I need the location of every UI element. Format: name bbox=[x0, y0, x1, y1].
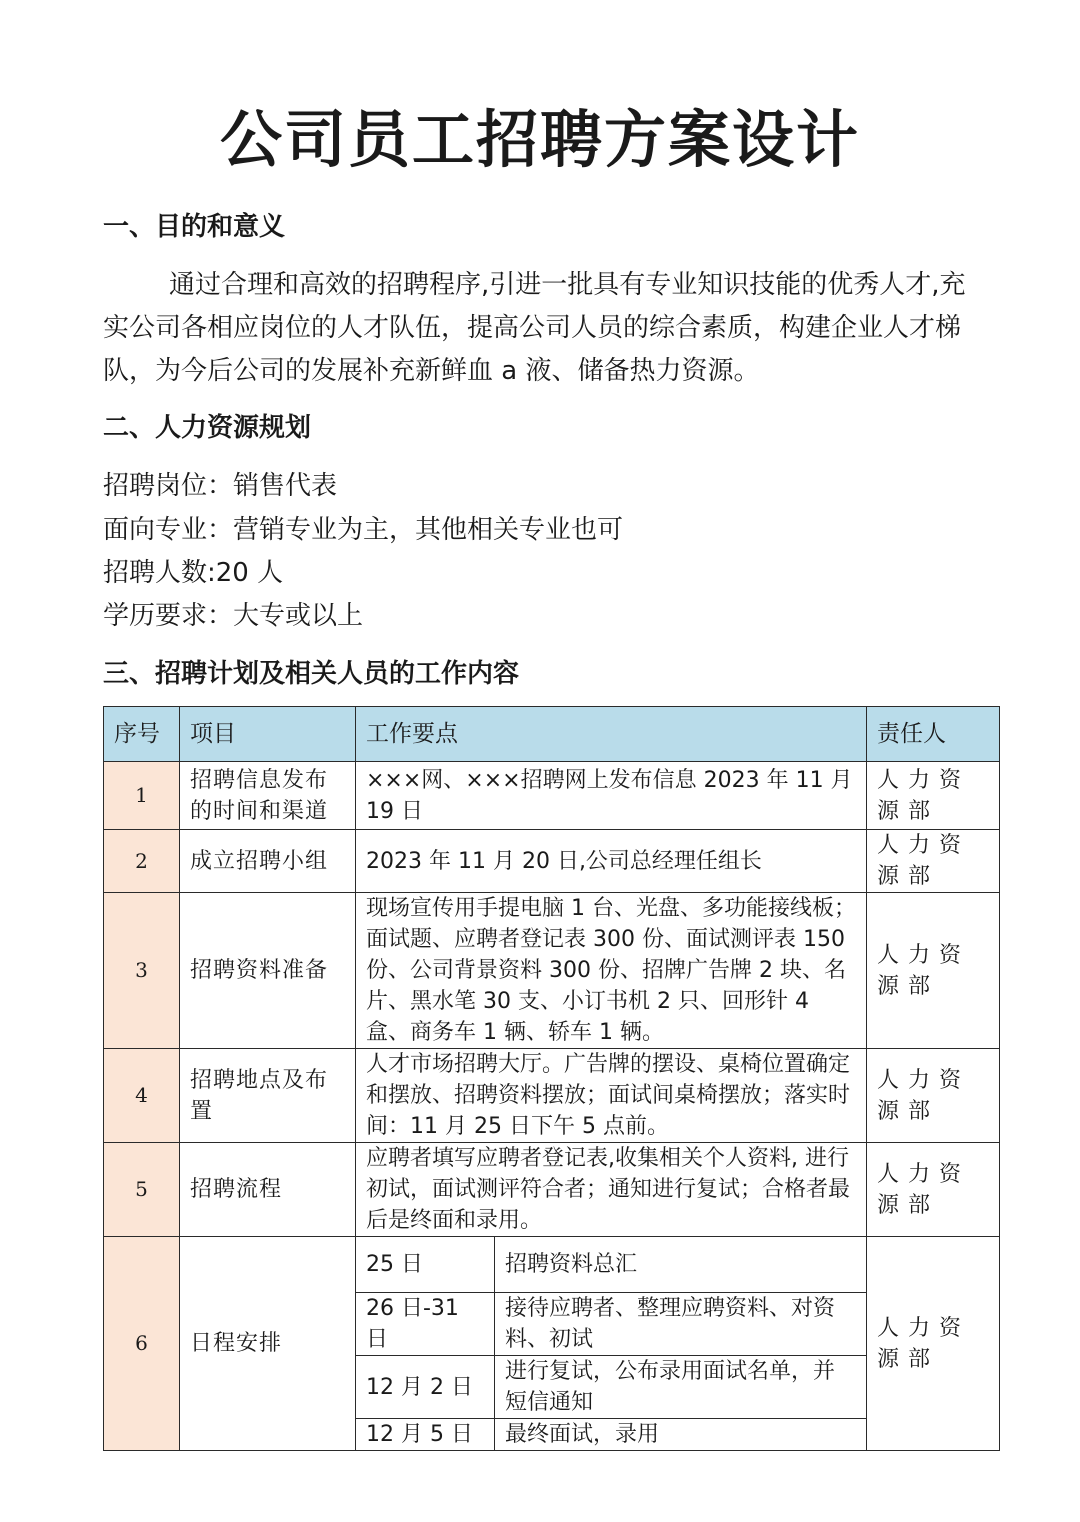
row-points: 人才市场招聘大厅。广告牌的摆设、桌椅位置确定和摆放、招聘资料摆放；面试间桌椅摆放；落实时间：11 月 25 日下午 5 点前。 bbox=[356, 1049, 867, 1143]
info-line-education bbox=[103, 599, 363, 633]
header-points: 工作要点 bbox=[356, 707, 867, 762]
header-num: 序号 bbox=[104, 707, 180, 762]
info-label: 招聘人数: bbox=[103, 558, 216, 588]
recruitment-plan-table bbox=[103, 706, 1000, 1451]
schedule-date: 26 日-31 日 bbox=[356, 1293, 495, 1356]
row-item: 招聘资料准备 bbox=[180, 893, 356, 1049]
section-heading-plan: 三、招聘计划及相关人员的工作内容 bbox=[103, 659, 520, 689]
schedule-date: 12 月 5 日 bbox=[356, 1419, 495, 1451]
info-line-headcount bbox=[103, 556, 283, 590]
row-num: 6 bbox=[104, 1237, 180, 1451]
info-label: 学历要求： bbox=[103, 601, 234, 631]
schedule-task: 最终面试，录用 bbox=[495, 1419, 867, 1451]
table-row bbox=[104, 1143, 1000, 1237]
row-owner: 人力资源部 bbox=[867, 1237, 1000, 1451]
info-line-position bbox=[103, 469, 337, 503]
schedule-task: 接待应聘者、整理应聘资料、对资料、初试 bbox=[495, 1293, 867, 1356]
row-points: 2023 年 11 月 20 日,公司总经理任组长 bbox=[356, 830, 867, 893]
row-points: 现场宣传用手提电脑 1 台、光盘、多功能接线板；面试题、应聘者登记表 300 份、面试测评表 150 份、公司背景资料 300 份、招牌广告牌 2 块、名片、黑水笔 30 支、小订书机 2 只、回形针 4 盒、商务车 1 辆、轿车 1 辆。 bbox=[356, 893, 867, 1049]
schedule-date: 12 月 2 日 bbox=[356, 1356, 495, 1419]
table-header-row bbox=[104, 707, 1000, 762]
page-title: 公司员工招聘方案设计 bbox=[219, 103, 860, 176]
row-item: 招聘流程 bbox=[180, 1143, 356, 1237]
row-item: 招聘地点及布置 bbox=[180, 1049, 356, 1143]
row-owner: 人力资源部 bbox=[867, 1049, 1000, 1143]
schedule-date: 25 日 bbox=[356, 1237, 495, 1293]
row-points: ×××网、×××招聘网上发布信息 2023 年 11 月 19 日 bbox=[356, 762, 867, 830]
info-line-major bbox=[103, 513, 623, 547]
row-num: 4 bbox=[104, 1049, 180, 1143]
info-value: 销售代表 bbox=[233, 471, 338, 501]
row-item: 日程安排 bbox=[180, 1237, 356, 1451]
purpose-text: 通过合理和高效的招聘程序,引进一批具有专业知识技能的优秀人才,充实公司各相应岗位的人才队伍，提高公司人员的综合素质，构建企业人才梯队，为今后公司的发展补充新鲜血 a 液、储备热力资源。 bbox=[103, 270, 966, 386]
row-num: 1 bbox=[104, 762, 180, 830]
info-value: 营销专业为主，其他相关专业也可 bbox=[233, 515, 624, 545]
row-points: 应聘者填写应聘者登记表,收集相关个人资料, 进行初试，面试测评符合者；通知进行复试；合格者最后是终面和录用。 bbox=[356, 1143, 867, 1237]
table-row bbox=[104, 762, 1000, 830]
row-owner: 人力资源部 bbox=[867, 893, 1000, 1049]
header-item: 项目 bbox=[180, 707, 356, 762]
header-owner: 责任人 bbox=[867, 707, 1000, 762]
table-row bbox=[104, 893, 1000, 1049]
info-label: 招聘岗位： bbox=[103, 471, 234, 501]
row-item: 成立招聘小组 bbox=[180, 830, 356, 893]
row-owner: 人力资源部 bbox=[867, 1143, 1000, 1237]
section-heading-hr-planning: 二、人力资源规划 bbox=[103, 413, 312, 443]
row-num: 5 bbox=[104, 1143, 180, 1237]
table-row bbox=[104, 1049, 1000, 1143]
row-item: 招聘信息发布的时间和渠道 bbox=[180, 762, 356, 830]
row-num: 2 bbox=[104, 830, 180, 893]
row-owner: 人力资源部 bbox=[867, 762, 1000, 830]
row-owner: 人力资源部 bbox=[867, 830, 1000, 893]
info-value: 大专或以上 bbox=[233, 601, 364, 631]
info-value: 20 人 bbox=[215, 558, 284, 588]
table-row bbox=[104, 830, 1000, 893]
purpose-paragraph bbox=[103, 264, 979, 393]
schedule-task: 进行复试，公布录用面试名单，并短信通知 bbox=[495, 1356, 867, 1419]
schedule-row bbox=[104, 1237, 1000, 1293]
info-label: 面向专业： bbox=[103, 515, 234, 545]
schedule-task: 招聘资料总汇 bbox=[495, 1237, 867, 1293]
row-num: 3 bbox=[104, 893, 180, 1049]
section-heading-purpose: 一、目的和意义 bbox=[103, 212, 286, 242]
